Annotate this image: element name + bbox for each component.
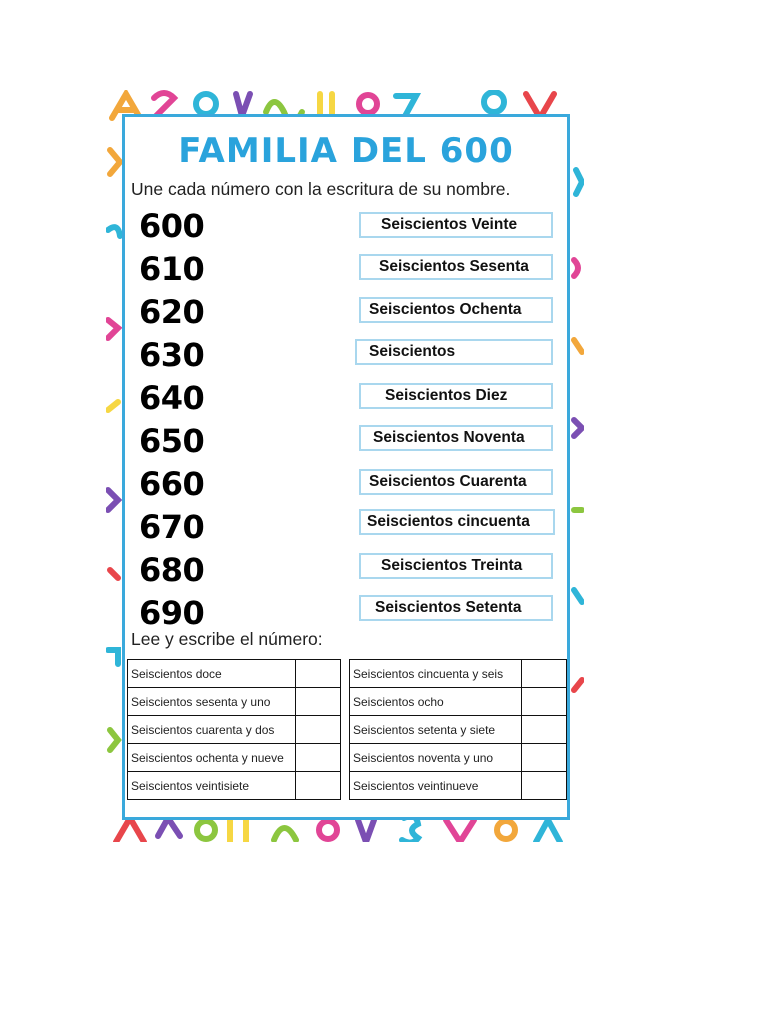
table-row — [128, 688, 341, 716]
worksheet — [106, 90, 584, 842]
name-box-setenta[interactable]: Seiscientos Setenta — [359, 595, 553, 621]
doodle-shape — [497, 821, 515, 839]
doodle-shape — [536, 820, 560, 842]
number-620: 620 — [139, 293, 205, 331]
answer-cell[interactable] — [522, 744, 567, 772]
name-box-sesenta[interactable]: Seiscientos Sesenta — [359, 254, 553, 280]
write-instruction: Lee y escribe el número: — [131, 629, 323, 649]
table-row — [128, 772, 341, 800]
doodle-shape — [110, 730, 118, 750]
table-row — [128, 744, 341, 772]
doodle-shape — [319, 821, 337, 839]
number-670: 670 — [139, 508, 205, 546]
name-box-seiscientos[interactable]: Seiscientos — [355, 339, 553, 365]
doodle-shape — [108, 320, 118, 338]
number-600: 600 — [139, 207, 205, 245]
table-row — [350, 772, 567, 800]
doodle-shape — [116, 818, 144, 842]
answer-cell[interactable] — [522, 688, 567, 716]
doodle-shape — [574, 260, 578, 276]
doodle-shape — [230, 820, 246, 842]
table-row — [128, 716, 341, 744]
doodle-shape — [108, 227, 120, 236]
number-word: Seiscientos cincuenta y seis — [350, 660, 522, 688]
right-write-table — [349, 659, 567, 800]
table-row — [350, 688, 567, 716]
number-690: 690 — [139, 594, 205, 632]
table-row — [350, 744, 567, 772]
table-row — [128, 660, 341, 688]
answer-cell[interactable] — [522, 716, 567, 744]
doodle-shape — [358, 820, 374, 842]
number-word: Seiscientos veintisiete — [128, 772, 296, 800]
doodle-shape — [108, 650, 118, 664]
doodle-shape — [158, 818, 180, 836]
doodle-shape — [574, 590, 582, 602]
number-650: 650 — [139, 422, 205, 460]
answer-cell[interactable] — [522, 660, 567, 688]
number-word: Seiscientos noventa y uno — [350, 744, 522, 772]
doodle-shape — [446, 820, 474, 842]
name-box-ochenta[interactable]: Seiscientos Ochenta — [359, 297, 553, 323]
number-word: Seiscientos sesenta y uno — [128, 688, 296, 716]
number-660: 660 — [139, 465, 205, 503]
worksheet-card — [122, 114, 570, 820]
doodle-shape — [236, 94, 250, 116]
doodle-shape — [274, 828, 296, 840]
name-box-noventa[interactable]: Seiscientos Noventa — [359, 425, 553, 451]
answer-cell[interactable] — [296, 716, 341, 744]
doodle-shape — [484, 92, 504, 112]
number-680: 680 — [139, 551, 205, 589]
answer-cell[interactable] — [296, 744, 341, 772]
doodle-shape — [197, 821, 215, 839]
match-instruction: Une cada número con la escritura de su nombre. — [131, 179, 511, 199]
doodle-shape — [110, 570, 118, 578]
doodle-shape — [196, 94, 216, 114]
doodle-shape — [108, 402, 118, 410]
left-write-table — [127, 659, 341, 800]
doodle-shape — [576, 170, 582, 194]
doodle-shape — [108, 490, 118, 510]
number-word: Seiscientos cuarenta y dos — [128, 716, 296, 744]
doodle-shape — [359, 95, 377, 113]
name-box-cincuenta[interactable]: Seiscientos cincuenta — [359, 509, 555, 535]
number-610: 610 — [139, 250, 205, 288]
doodle-shape — [574, 340, 582, 352]
table-row — [350, 716, 567, 744]
name-box-treinta[interactable]: Seiscientos Treinta — [359, 553, 553, 579]
number-640: 640 — [139, 379, 205, 417]
doodle-shape — [574, 420, 582, 436]
answer-cell[interactable] — [296, 660, 341, 688]
number-word: Seiscientos ocho — [350, 688, 522, 716]
doodle-shape — [574, 680, 582, 690]
answer-cell[interactable] — [296, 772, 341, 800]
answer-cell[interactable] — [522, 772, 567, 800]
doodle-shape — [110, 150, 120, 174]
table-row — [350, 660, 567, 688]
number-word: Seiscientos ochenta y nueve — [128, 744, 296, 772]
number-word: Seiscientos veintinueve — [350, 772, 522, 800]
name-box-diez[interactable]: Seiscientos Diez — [359, 383, 553, 409]
number-word: Seiscientos doce — [128, 660, 296, 688]
answer-cell[interactable] — [296, 688, 341, 716]
worksheet-title: FAMILIA DEL 600 — [178, 131, 514, 171]
number-word: Seiscientos setenta y siete — [350, 716, 522, 744]
name-box-veinte[interactable]: Seiscientos Veinte — [359, 212, 553, 238]
number-630: 630 — [139, 336, 205, 374]
name-box-cuarenta[interactable]: Seiscientos Cuarenta — [359, 469, 553, 495]
